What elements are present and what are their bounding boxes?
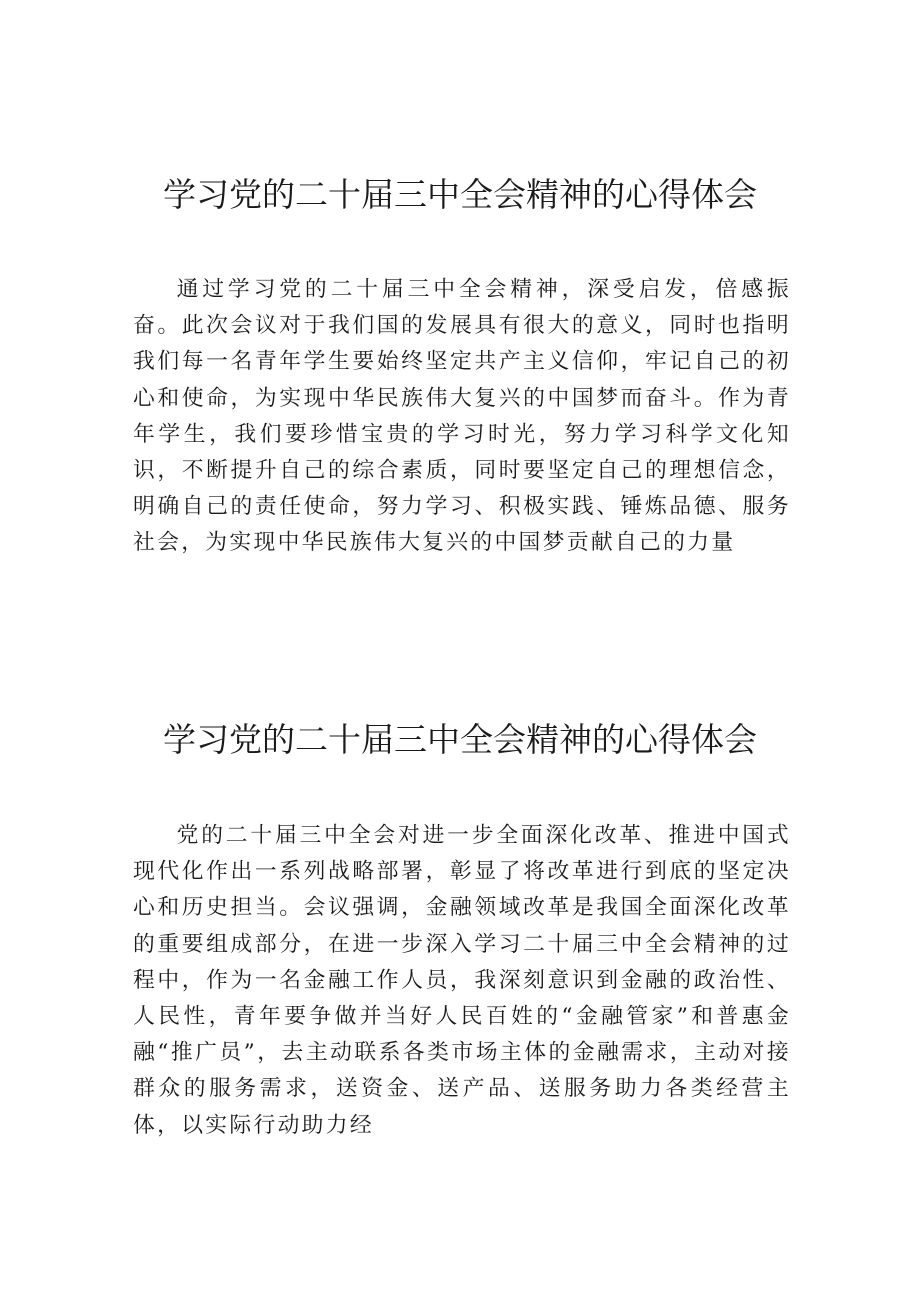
essay-body-2: 党的二十届三中全会对进一步全面深化改革、推进中国式现代化作出一系列战略部署，彰显了将改革进行到底的坚定决心和历史担当。会议强调，金融领域改革是我国全面深化改革的重要组成部分，在进一步深入学习二十届三中全会精神的过程中，作为一名金融工作人员，我深刻意识到金融的政治性、人民性，青年要争做并当好人民百姓的“金融管家”和普惠金融“推广员”，去主动联系各类市场主体的金融需求，主动对接群众的服务需求，送资金、送产品、送服务助力各类经营主体，以实际行动助力经 bbox=[133, 823, 791, 1138]
essay-body-1: 通过学习党的二十届三中全会精神，深受启发，倍感振奋。此次会议对于我们国的发展具有很大的意义，同时也指明我们每一名青年学生要始终坚定共产主义信仰，牢记自己的初心和使命，为实现中华民族伟大复兴的中国梦而奋斗。作为青年学生，我们要珍惜宝贵的学习时光，努力学习科学文化知识，不断提升自己的综合素质，同时要坚定自己的理想信念，明确自己的责任使命，努力学习、积极实践、锤炼品德、服务社会，为实现中华民族伟大复兴的中国梦贡献自己的力量 bbox=[133, 277, 791, 556]
essay-section-1 bbox=[0, 170, 920, 556]
essay-title-1: 学习党的二十届三中全会精神的心得体会 bbox=[163, 175, 757, 214]
essay-section-2 bbox=[0, 715, 920, 1138]
essay-title-2: 学习党的二十届三中全会精神的心得体会 bbox=[163, 720, 757, 759]
